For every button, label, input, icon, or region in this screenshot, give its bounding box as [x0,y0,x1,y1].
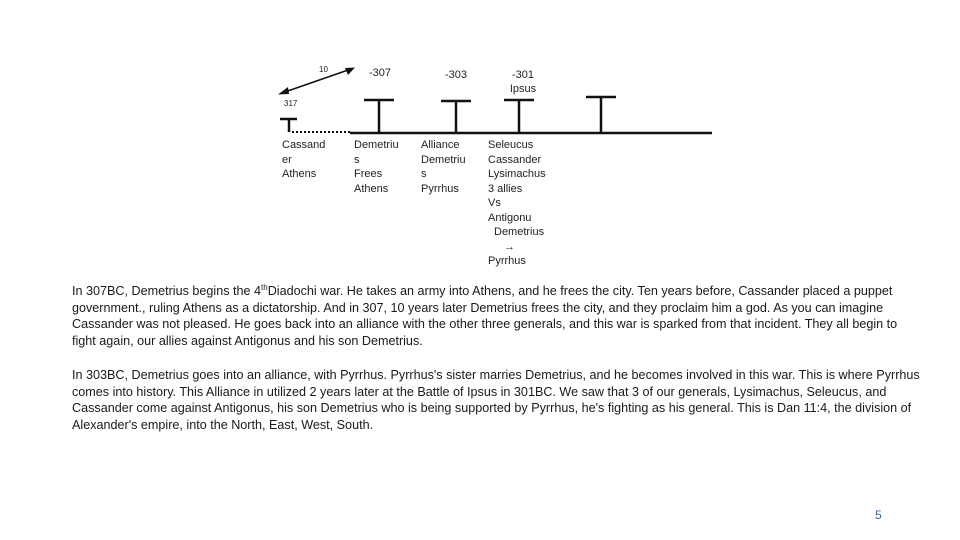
event-line: Vs [488,197,501,209]
tick-unlabeled [586,97,616,132]
event-line: Demetriu [421,153,466,166]
event-line: er [282,153,292,166]
paragraph-303bc: In 303BC, Demetrius goes into an alliance, with Pyrrhus. Pyrrhus's sister marries Demetrius, and he becomes involved in this war. This is where Pyrrhus comes into history. This Alliance in utilized 2 years later at the Battle of Ipsus in 301BC. We saw that 3 of our generals, Lysimachus, Seleucus, and Cassander come against Antigonus, his son Demetrius who is being supported by Pyrrhus, he's fighting as his general. This is Dan 11:4, the division of Alexander's empire, into the North, East, West, South. [72,368,920,432]
event-line: Pyrrhus [488,255,526,267]
event-line: Alliance [421,139,460,151]
page-number: 5 [875,508,882,522]
start-year-label: 317 [284,99,298,108]
event-line: Demetrius [494,226,545,238]
event-line: Antigonu [488,211,532,224]
paragraph-307bc [72,283,922,349]
event-line: Seleucus [488,139,534,151]
event-alliance [421,138,466,196]
event-line: 3 allies [488,182,523,195]
event-cassander-athens [282,138,325,182]
event-line: s [354,153,360,166]
span-arrow [278,68,355,95]
arrow-glyph: → [504,240,515,253]
tick-317 [280,119,297,132]
year-label-301: -301 [511,69,535,81]
event-line: Lysimachus [488,168,546,180]
span-label: 10 [319,65,328,74]
tick-303 [441,101,471,132]
event-line: Frees [354,168,383,180]
event-demetrius-frees-athens [354,138,399,196]
tick-307 [364,100,394,132]
event-line: s [421,168,427,180]
superscript: th [261,282,268,292]
year-sublabel-ipsus: Ipsus [509,83,537,95]
year-label-303: -303 [444,69,468,81]
tick-301 [504,100,534,132]
event-line: Demetriu [354,139,399,151]
event-line: Cassander [488,153,542,166]
year-label-307: -307 [368,67,392,79]
event-line: Athens [354,182,389,195]
paragraph-text: Diadochi war. He takes an army into Athens, and he frees the city. Ten years before, Cassander placed a puppet government., ruling Athens as a dictatorship. And in 307, 10 years later Demetrius frees the city, and they proclaim him a god. As you can imagine Cassander was not pleased. He goes back into an alliance with the other three generals, and this war is sparked from that incident. They all begin to fight again, our allies against Antigonus and his son Demetrius. [72,284,898,348]
event-line: Athens [282,168,317,180]
paragraph-text: In 307BC, Demetrius begins the 4 [72,284,262,298]
event-battle-of-ipsus [488,138,546,269]
event-line: Pyrrhus [421,182,459,195]
event-line: Cassand [282,139,326,151]
